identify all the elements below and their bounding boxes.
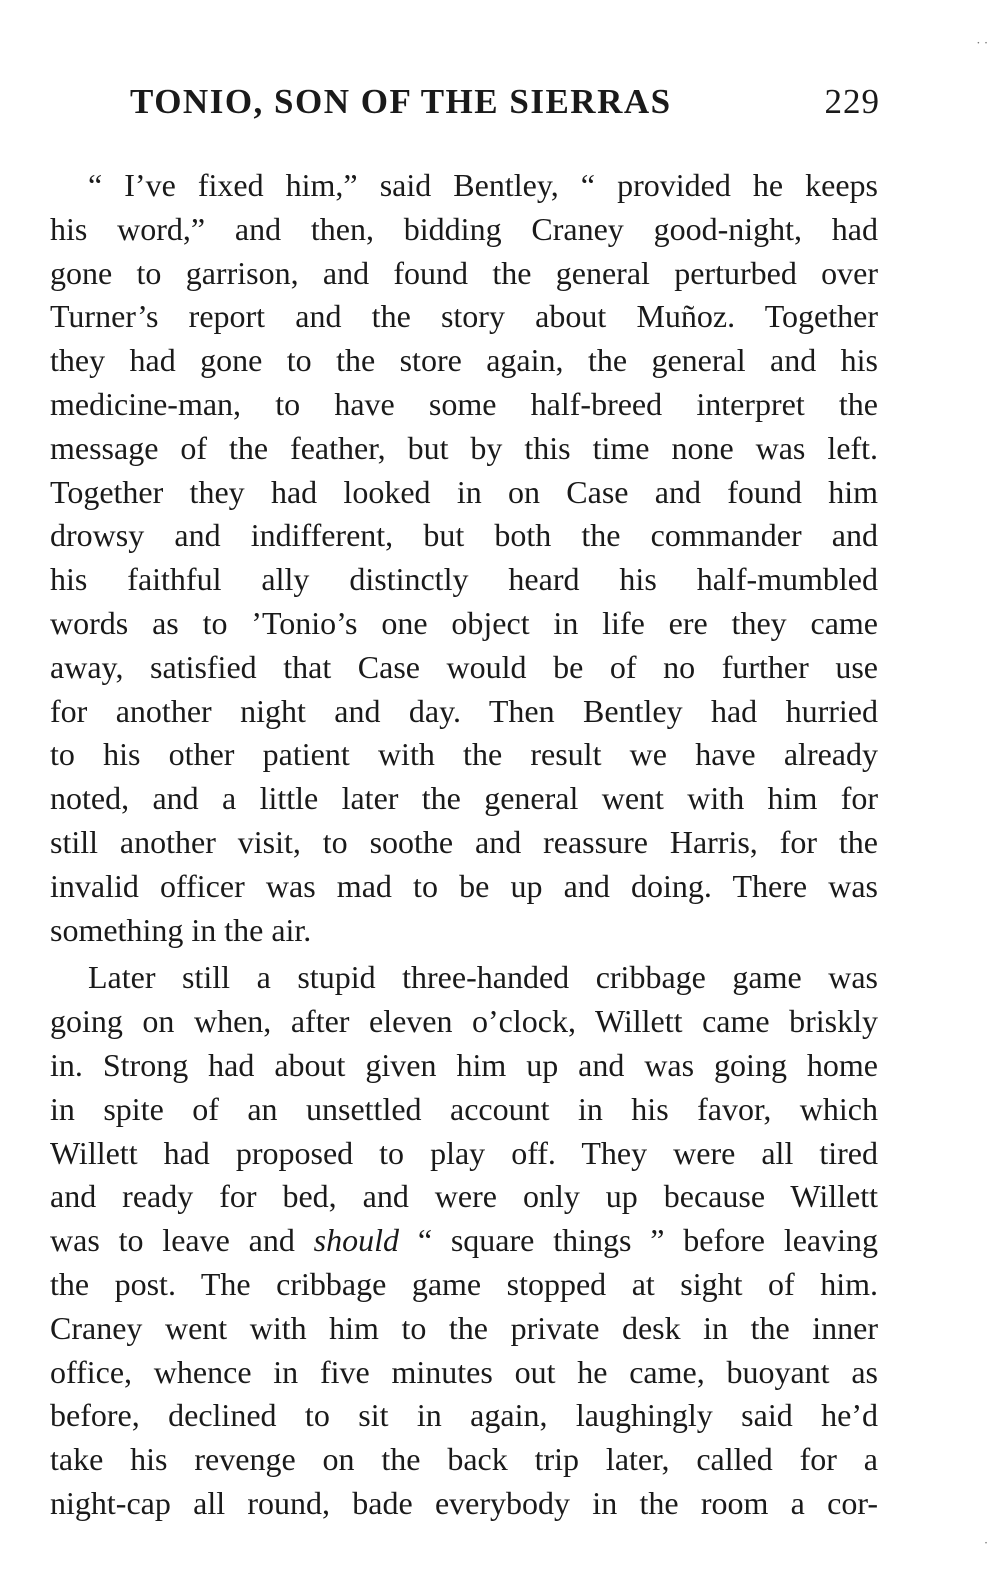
text-line: away, satisfied that Case would be of no further use [50, 648, 878, 685]
paragraph-2 [50, 956, 878, 1525]
text-line: going on when, after eleven o’clock, Willett came briskly [50, 1003, 878, 1040]
text-line: something in the air. [50, 911, 312, 948]
text-line: for another night and day. Then Bentley had hurried [50, 692, 878, 729]
paragraph-1 [50, 164, 878, 952]
text-line: his word,” and then, bidding Craney good-night, had [50, 210, 878, 247]
running-title: TONIO, SON OF THE SIERRAS [130, 82, 672, 121]
italic-word: should [313, 1222, 399, 1259]
scan-edge-mark: · · [976, 36, 988, 50]
text-line: office, whence in five minutes out he came, buoyant as [50, 1353, 878, 1390]
text-line: noted, and a little later the general went with him for [50, 780, 878, 817]
text-line: Together they had looked in on Case and found him [50, 473, 878, 510]
text-line: “ I’ve fixed him,” said Bentley, “ provided he keeps [88, 167, 878, 203]
scan-edge-mark: · [984, 1536, 988, 1550]
text-line: drowsy and indifferent, but both the commander and [50, 517, 878, 554]
text-line: medicine-man, to have some half-breed interpret the [50, 385, 878, 422]
text-line: to his other patient with the result we have already [50, 736, 878, 773]
text-line: his faithful ally distinctly heard his half-mumbled [50, 561, 878, 598]
text-line: gone to garrison, and found the general perturbed over [50, 254, 878, 291]
text-line: words as to ’Tonio’s one object in life ere they came [50, 604, 878, 641]
text-line: Willett had proposed to play off. They were all tired [50, 1134, 878, 1171]
running-head [130, 82, 880, 126]
text-line: in. Strong had about given him up and was going home [50, 1046, 878, 1083]
text-line: before, declined to sit in again, laughingly said he’d [50, 1397, 878, 1434]
text-segment: “ square things ” before leaving [399, 1222, 879, 1259]
text-line: take his revenge on the back trip later, called for a [50, 1441, 878, 1478]
text-line-with-italic [50, 1219, 878, 1263]
page-number: 229 [824, 82, 880, 121]
text-line: in spite of an unsettled account in his favor, which [50, 1090, 878, 1127]
text-line: and ready for bed, and were only up because Willett [50, 1178, 878, 1215]
body-text [50, 164, 878, 1526]
text-line: night-cap all round, bade everybody in the room a cor- [50, 1484, 878, 1521]
text-line: the post. The cribbage game stopped at sight of him. [50, 1265, 878, 1302]
text-line: invalid officer was mad to be up and doing. There was [50, 867, 878, 904]
text-line: message of the feather, but by this time none was left. [50, 429, 878, 466]
text-line: Later still a stupid three-handed cribbage game was [88, 959, 878, 996]
text-segment: was to leave and [50, 1222, 314, 1259]
text-line: Craney went with him to the private desk in the inner [50, 1309, 878, 1346]
text-line: Turner’s report and the story about Muñoz. Together [50, 298, 878, 335]
text-line: they had gone to the store again, the general and his [50, 342, 878, 379]
text-line: still another visit, to soothe and reassure Harris, for the [50, 823, 878, 860]
